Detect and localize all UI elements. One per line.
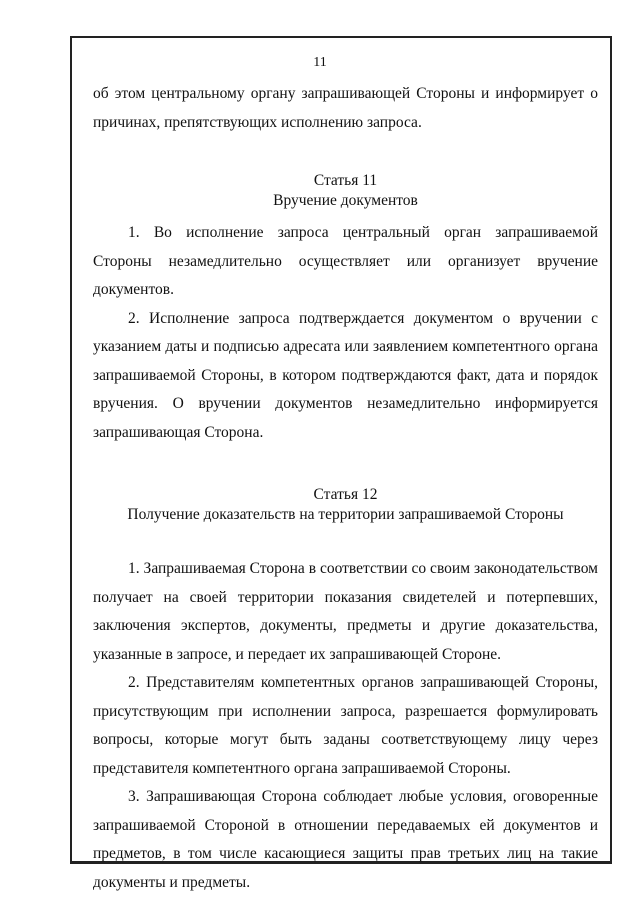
article-11-paragraph-2: 2. Исполнение запроса подтверждается документом о вручении с указанием даты и подписью адресата или заявлением компетентного органа запрашиваемой Стороны, в котором подтверждаются факт, дата и порядок вручения. О вручении документов незамедлительно информируется запрашивающая Сторона. [93, 309, 598, 441]
article-12-paragraph-2: 2. Представителям компетентных органов запрашивающей Стороны, присутствующим при исполнении запроса, разрешается формулировать вопросы, которые могут быть заданы соответствующему лицу через представителя компетентного органа запрашиваемой Стороны. [93, 674, 598, 777]
document-body [93, 80, 598, 897]
article-11-number: Статья 11 [313, 172, 378, 189]
article-11-paragraph-1: 1. Во исполнение запроса центральный орган запрашиваемой Стороны незамедлительно осуществляет или организует вручение документов. [93, 224, 598, 298]
article-12-paragraph-1: 1. Запрашиваемая Сторона в соответствии со своим законодательством получает на своей территории показания свидетелей и потерпевших, заключения экспертов, документы, предметы и другие доказательства, указанные в запросе, и передает их запрашивающей Стороне. [93, 560, 598, 663]
article-11-title: Вручение документов [273, 192, 418, 209]
page-number: 11 [313, 55, 327, 70]
article-12-title: Получение доказательств на территории запрашиваемой Стороны [127, 506, 564, 523]
article-12-number: Статья 12 [313, 486, 378, 503]
intro-paragraph: об этом центральному органу запрашивающей Стороны и информирует о причинах, препятствующих исполнению запроса. [93, 85, 598, 131]
article-12-paragraph-3: 3. Запрашивающая Сторона соблюдает любые условия, оговоренные запрашиваемой Стороной в отношении передаваемых ей документов и предметов, в том числе касающиеся защиты прав третьих лиц на такие документы и предметы. [93, 788, 598, 891]
